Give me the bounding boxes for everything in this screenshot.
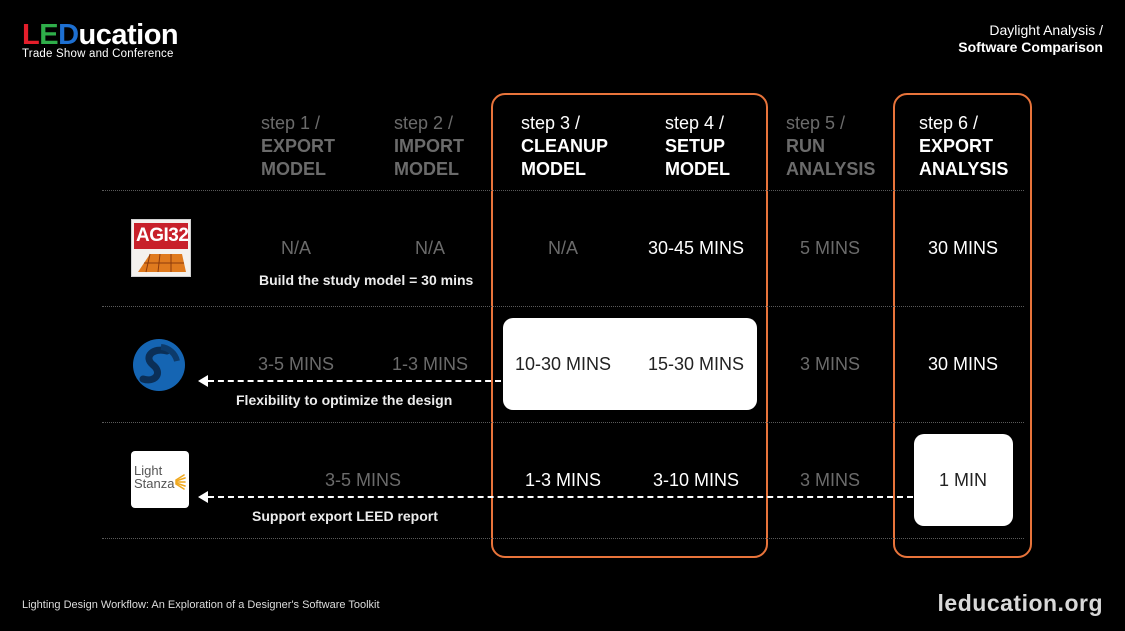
step-number: step 4 / — [665, 113, 725, 133]
header-step-3 — [521, 112, 608, 181]
agi32-logo-icon — [131, 219, 191, 277]
step-number: step 1 / — [261, 113, 321, 133]
sefaira-logo-icon — [131, 337, 187, 393]
sefaira-step5-value: 3 MINS — [799, 354, 860, 374]
step-name-line1: RUN — [786, 136, 825, 156]
step-name-line1: SETUP — [665, 136, 726, 156]
agi32-step1-value: N/A — [280, 238, 311, 258]
sefaira-note: Flexibility to optimize the design — [236, 392, 453, 408]
agi32-step5-value: 5 MINS — [799, 238, 860, 258]
row-separator — [102, 538, 1024, 539]
step-number: step 6 / — [919, 113, 979, 133]
title-line-1: Daylight Analysis / — [989, 22, 1103, 38]
sefaira-step4-value: 15-30 MINS — [647, 354, 745, 374]
lightstanza-dashed-arrow-line — [208, 496, 913, 498]
agi32-logo-text: AGI32 — [136, 225, 189, 246]
header-step-1 — [261, 112, 335, 181]
step-name-line2: MODEL — [261, 159, 326, 179]
lightstanza-logo-icon — [131, 451, 189, 508]
sefaira-dashed-arrow-line — [208, 380, 501, 382]
header-step-2 — [394, 112, 464, 181]
step-number: step 2 / — [394, 113, 454, 133]
lightstanza-step1-2-value: 3-5 MINS — [324, 470, 402, 490]
sefaira-step3-value: 10-30 MINS — [514, 354, 612, 374]
title-line-2: Software Comparison — [958, 39, 1103, 55]
agi32-step6-value: 30 MINS — [927, 238, 999, 258]
leducation-logo — [22, 20, 178, 60]
sefaira-step6-value: 30 MINS — [927, 354, 999, 374]
header-step-6 — [919, 112, 1008, 181]
agi32-note: Build the study model = 30 mins — [259, 272, 474, 288]
lightstanza-arrowhead-icon — [198, 491, 208, 503]
lightstanza-step3-value: 1-3 MINS — [524, 470, 602, 490]
agi32-step4-value: 30-45 MINS — [647, 238, 745, 258]
logo-tagline: Trade Show and Conference — [22, 48, 174, 60]
step-name-line1: EXPORT — [261, 136, 336, 156]
step-name-line2: ANALYSIS — [919, 159, 1009, 179]
agi32-step2-value: N/A — [414, 238, 445, 258]
logo-letter-l: L — [22, 19, 40, 51]
lightstanza-logo-line2: Stanza — [134, 476, 175, 491]
sefaira-step2-value: 1-3 MINS — [391, 354, 469, 374]
logo-letters-rest: ucation — [78, 19, 179, 51]
sefaira-step1-value: 3-5 MINS — [257, 354, 335, 374]
slide-title — [958, 22, 1103, 56]
step-name-line2: MODEL — [521, 159, 586, 179]
row-separator — [102, 422, 1024, 423]
lightstanza-rays-icon — [175, 473, 187, 491]
step-name-line1: CLEANUP — [521, 136, 609, 156]
lightstanza-step4-value: 3-10 MINS — [652, 470, 740, 490]
lightstanza-step6-value: 1 MIN — [938, 470, 987, 490]
step-name-line1: EXPORT — [919, 136, 994, 156]
logo-letter-d: D — [58, 19, 79, 51]
step-name-line2: ANALYSIS — [786, 159, 876, 179]
step-number: step 5 / — [786, 113, 846, 133]
header-step-5 — [786, 112, 875, 181]
sefaira-arrowhead-icon — [198, 375, 208, 387]
row-separator — [102, 306, 1024, 307]
footer-presentation-title: Lighting Design Workflow: An Exploration of a Designer's Software Toolkit — [22, 599, 380, 611]
step-name-line1: IMPORT — [394, 136, 464, 156]
header-step-4 — [665, 112, 730, 181]
row-separator — [102, 190, 1024, 191]
step-name-line2: MODEL — [394, 159, 459, 179]
lightstanza-note: Support export LEED report — [252, 508, 438, 524]
logo-letter-e: E — [39, 19, 59, 51]
sefaira-s-graphic — [131, 337, 187, 393]
footer-website: leducation.org — [937, 590, 1103, 616]
step-number: step 3 / — [521, 113, 581, 133]
lightstanza-step5-value: 3 MINS — [799, 470, 860, 490]
lightstanza-logo-line1: Light — [134, 463, 163, 478]
agi32-step3-value: N/A — [547, 238, 578, 258]
logo-wordmark — [22, 20, 178, 50]
step-name-line2: MODEL — [665, 159, 730, 179]
